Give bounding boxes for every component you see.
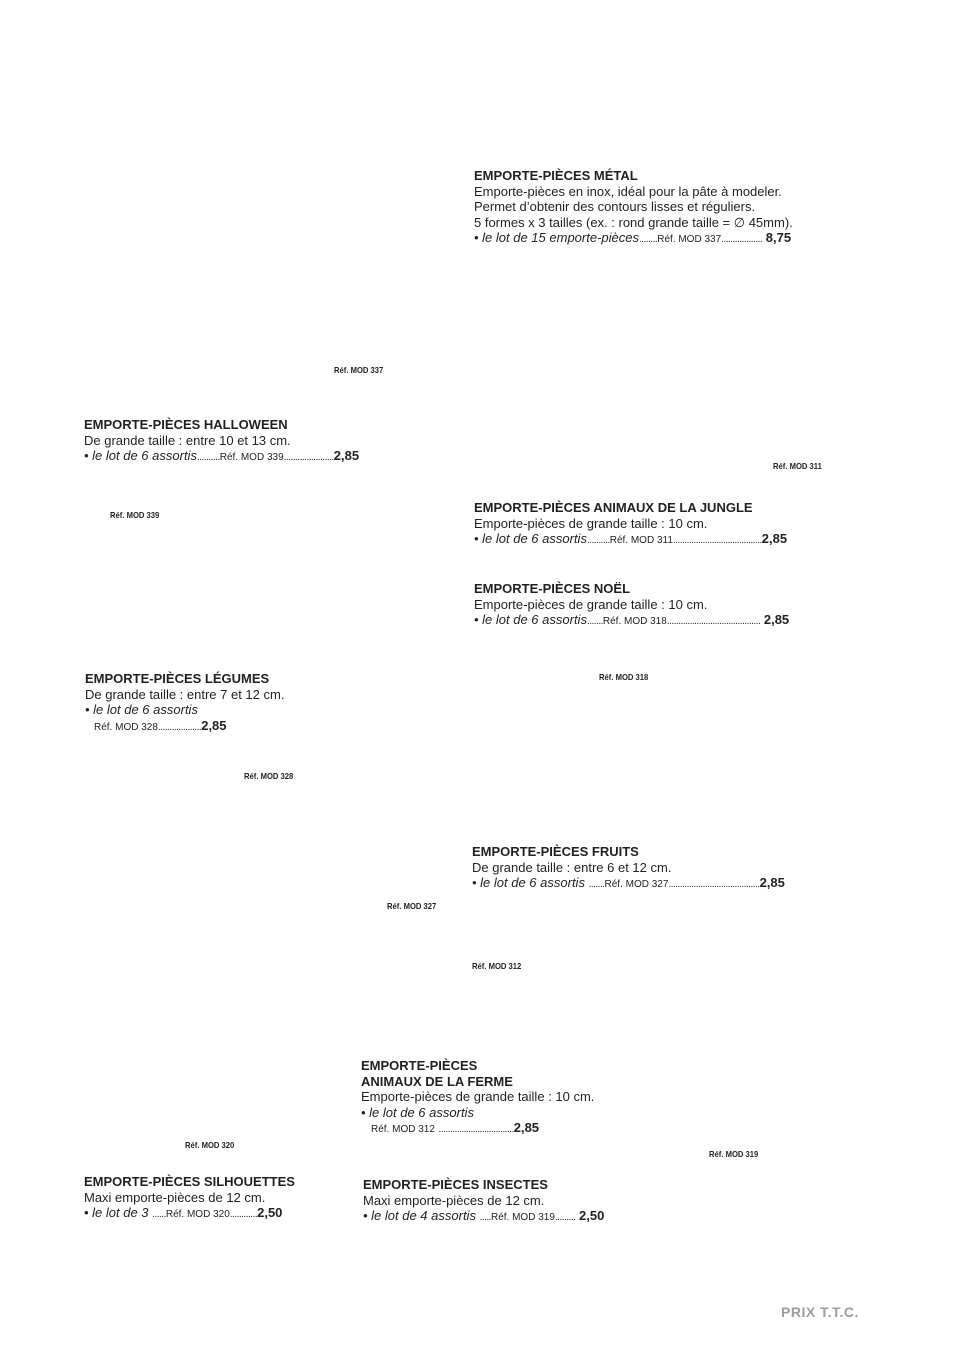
price-line: • le lot de 6 assortis .......Réf. MOD 327........................................2,85 [472,875,785,890]
product-fruits [472,844,785,893]
product-title: EMPORTE-PIÈCES [361,1058,478,1073]
reference: Réf. MOD 320 [165,1209,230,1220]
price: 8,75 [765,230,792,245]
product-description: De grande taille : entre 10 et 13 cm. [84,432,291,448]
price-line: Réf. MOD 312 .................................2,85 [371,1120,540,1135]
price-line: • le lot de 3 ......Réf. MOD 320............2,50 [84,1205,283,1220]
lot-label: • le lot de 6 assortis [474,612,587,627]
product-silhouettes [84,1174,295,1223]
product-halloween [84,417,359,466]
reference: Réf. MOD 311 [609,535,673,546]
photo-label-mod312: Réf. MOD 312 [472,961,522,971]
product-metal [474,168,793,248]
product-insectes [363,1177,604,1226]
product-description: 5 formes x 3 tailles (ex. : rond grande taille = ∅ 45mm). [474,214,793,230]
photo-label-mod320: Réf. MOD 320 [185,1140,235,1150]
product-description: Maxi emporte-pièces de 12 cm. [84,1189,266,1205]
lot-label: • le lot de 6 assortis [361,1104,474,1120]
product-ferme [361,1058,594,1138]
product-title: EMPORTE-PIÈCES NOËL [474,581,631,596]
lot-label: • le lot de 4 assortis [363,1208,476,1223]
price-line: • le lot de 15 emporte-pièces........Réf. MOD 337.................. 8,75 [474,230,792,245]
reference: Réf. MOD 339 [219,452,284,463]
product-title: EMPORTE-PIÈCES INSECTES [363,1177,548,1192]
product-title: EMPORTE-PIÈCES HALLOWEEN [84,417,288,432]
product-description: Permet d’obtenir des contours lisses et réguliers. [474,199,756,214]
price-line: Réf. MOD 328...................2,85 [94,717,227,733]
photo-label-mod339: Réf. MOD 339 [110,510,160,520]
photo-label-mod328: Réf. MOD 328 [244,771,294,781]
price: 2,85 [761,531,788,546]
product-description: De grande taille : entre 7 et 12 cm. [85,686,285,702]
price-line: • le lot de 4 assortis .....Réf. MOD 319......... 2,50 [363,1208,605,1223]
reference: Réf. MOD 312 [371,1124,435,1135]
reference: Réf. MOD 337 [657,234,722,245]
price-line: • le lot de 6 assortis..........Réf. MOD 339......................2,85 [84,448,360,463]
photo-label-mod319: Réf. MOD 319 [709,1149,759,1159]
photo-label-mod337: Réf. MOD 337 [334,365,384,375]
product-description: De grande taille : entre 6 et 12 cm. [472,859,672,875]
product-description: Emporte-pièces de grande taille : 10 cm. [474,596,708,612]
price-line: • le lot de 6 assortis.......Réf. MOD 318......................................... 2,85 [474,612,790,627]
price: 2,85 [763,612,790,627]
lot-label: • le lot de 6 assortis [85,702,198,717]
product-description: Emporte-pièces en inox, idéal pour la pâte à modeler. [474,183,782,199]
lot-label: • le lot de 6 assortis [84,448,197,463]
lot-label: • le lot de 15 emporte-pièces [474,230,639,245]
price: 2,50 [257,1205,283,1220]
price: 2,50 [579,1208,605,1223]
lot-label: • le lot de 6 assortis [472,875,585,890]
price-note: PRIX T.T.C. [781,1304,859,1320]
price: 2,85 [513,1120,540,1135]
photo-label-mod318: Réf. MOD 318 [599,672,649,682]
reference: Réf. MOD 328 [94,721,158,733]
photo-label-mod327: Réf. MOD 327 [387,901,437,911]
reference: Réf. MOD 319 [490,1212,555,1223]
product-title: EMPORTE-PIÈCES LÉGUMES [85,671,270,686]
product-description: Emporte-pièces de grande taille : 10 cm. [474,515,708,531]
lot-label: • le lot de 3 [84,1205,149,1220]
product-title: EMPORTE-PIÈCES ANIMAUX DE LA JUNGLE [474,500,753,515]
price: 2,85 [759,875,785,890]
product-title: ANIMAUX DE LA FERME [361,1073,513,1089]
product-jungle [474,500,787,549]
price: 2,85 [333,448,360,463]
product-legumes [85,671,284,735]
reference: Réf. MOD 318 [602,616,667,627]
reference: Réf. MOD 327 [604,879,669,890]
product-title: EMPORTE-PIÈCES FRUITS [472,844,639,859]
product-noel [474,581,789,630]
price-line: • le lot de 6 assortis..........Réf. MOD 311.......................................2,85 [474,531,788,546]
product-title: EMPORTE-PIÈCES SILHOUETTES [84,1174,295,1189]
price: 2,85 [201,717,227,733]
photo-label-mod311: Réf. MOD 311 [773,461,822,471]
product-description: Maxi emporte-pièces de 12 cm. [363,1192,545,1208]
product-title: EMPORTE-PIÈCES MÉTAL [474,168,638,183]
lot-label: • le lot de 6 assortis [474,531,587,546]
product-description: Emporte-pièces de grande taille : 10 cm. [361,1089,595,1104]
